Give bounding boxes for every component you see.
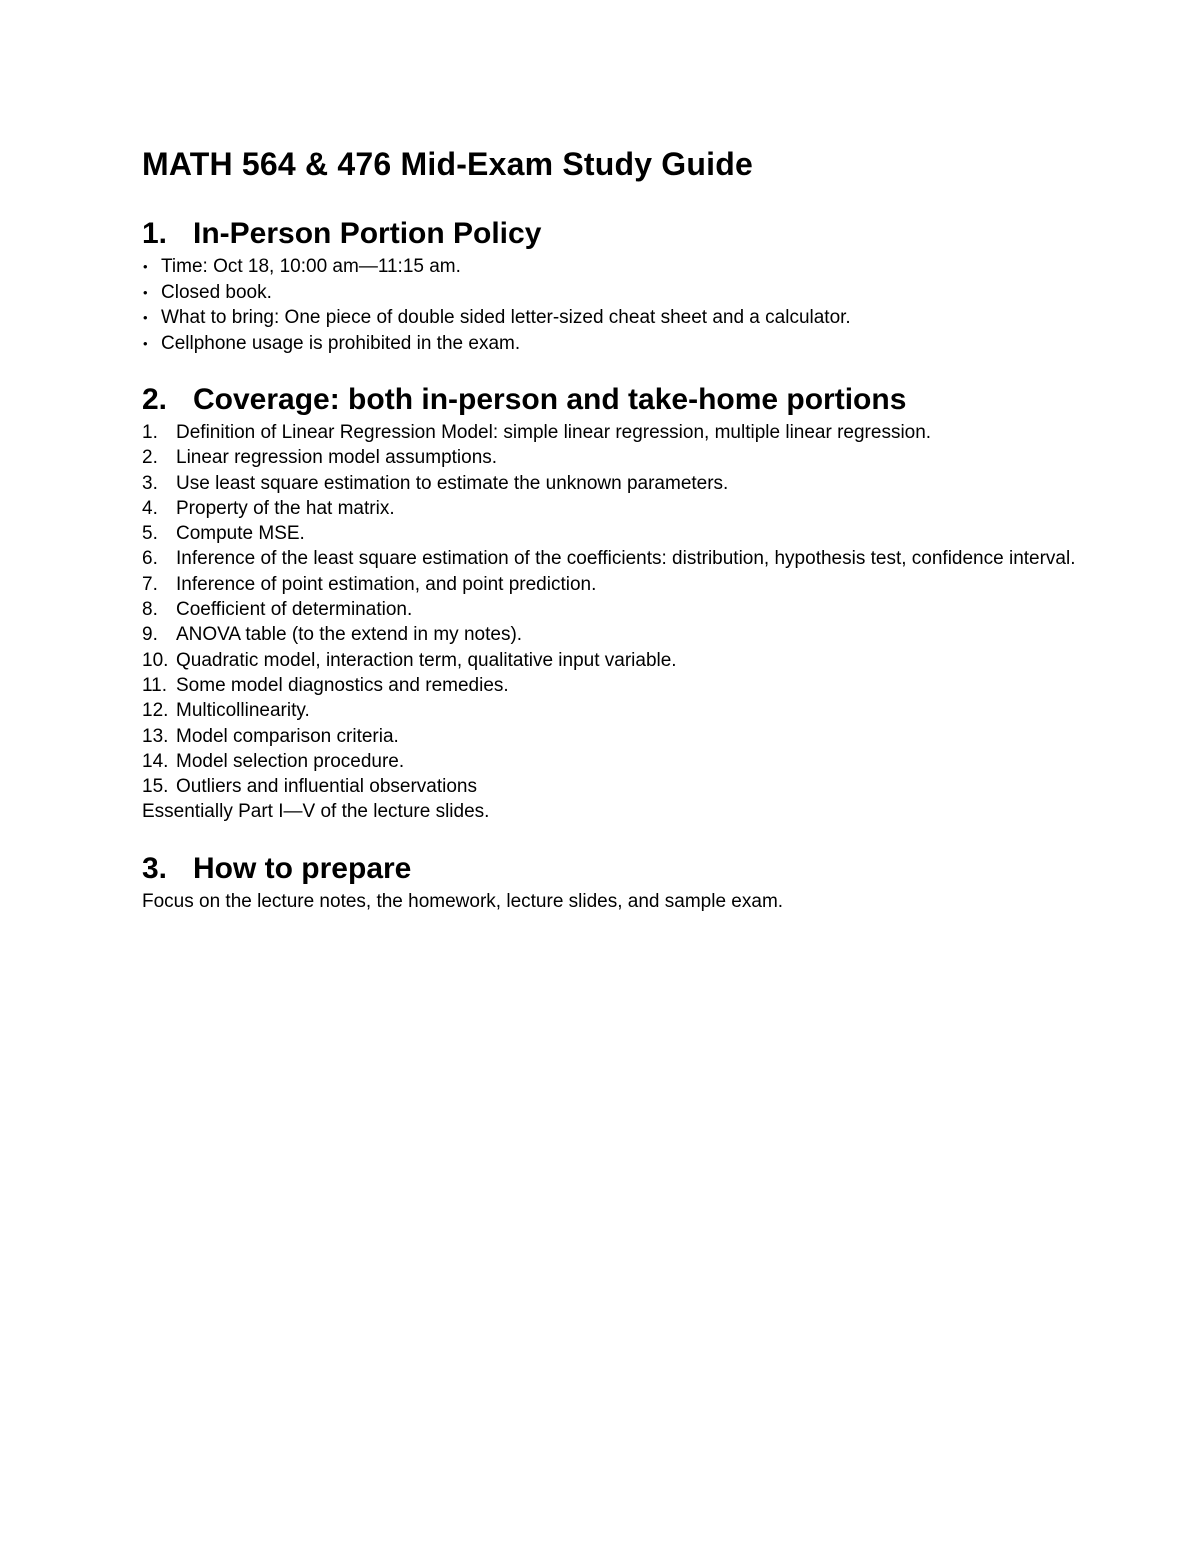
item-number: 13. — [142, 725, 169, 747]
document-page — [142, 140, 1142, 914]
bullet-icon: • — [143, 284, 148, 300]
list-item-text: Inference of the least square estimation of the coefficients: distribution, hypothesis test, confidence interval. — [176, 548, 1076, 570]
item-number: 2. — [142, 447, 158, 469]
list-item — [142, 546, 1142, 571]
list-item — [142, 280, 1142, 306]
section-heading-coverage — [142, 380, 1142, 420]
list-item-text: Multicollinearity. — [176, 700, 310, 722]
list-item-text: Model selection procedure. — [176, 750, 405, 772]
item-number: 11. — [142, 674, 168, 696]
list-item — [142, 749, 1142, 774]
item-number: 8. — [142, 599, 158, 621]
list-item — [142, 305, 1142, 331]
section-number: 3. — [142, 851, 168, 885]
list-item — [142, 622, 1142, 647]
list-item — [142, 496, 1142, 521]
document-title: MATH 564 & 476 Mid-Exam Study Guide — [142, 146, 753, 182]
item-number: 1. — [142, 422, 158, 443]
list-item — [142, 420, 1142, 445]
section-title: Coverage: both in-person and take-home portions — [193, 383, 907, 416]
list-item-text: Inference of point estimation, and point prediction. — [176, 573, 597, 595]
list-item-text: Property of the hat matrix. — [176, 497, 395, 519]
list-item — [142, 698, 1142, 723]
item-number: 4. — [142, 497, 158, 519]
list-item — [142, 724, 1142, 749]
item-number: 10. — [142, 649, 169, 671]
item-number: 12. — [142, 700, 169, 722]
section-title: How to prepare — [193, 851, 412, 885]
item-number: 7. — [142, 573, 158, 595]
list-item-text: Use least square estimation to estimate the unknown parameters. — [176, 472, 729, 494]
section-heading-prepare — [142, 849, 1142, 889]
list-item — [142, 254, 1142, 280]
list-item — [142, 648, 1142, 673]
section-title: In-Person Portion Policy — [193, 217, 542, 250]
list-item — [142, 572, 1142, 597]
list-item — [142, 471, 1142, 496]
prepare-text: Focus on the lecture notes, the homework, lecture slides, and sample exam. — [142, 890, 784, 912]
list-item-text: What to bring: One piece of double sided letter-sized cheat sheet and a calculator. — [161, 307, 851, 328]
list-item — [142, 521, 1142, 546]
section-number: 2. — [142, 383, 168, 416]
coverage-list — [142, 420, 1142, 799]
list-item — [142, 445, 1142, 470]
list-item — [142, 597, 1142, 622]
list-item — [142, 673, 1142, 698]
list-item-text: Compute MSE. — [176, 523, 305, 545]
list-item-text: Linear regression model assumptions. — [176, 447, 498, 469]
policy-list — [142, 254, 1142, 356]
list-item — [142, 774, 1142, 799]
list-item-text: Outliers and influential observations — [176, 776, 478, 798]
list-item-text: Quadratic model, interaction term, qualitative input variable. — [176, 649, 677, 671]
list-item-text: Model comparison criteria. — [176, 725, 399, 747]
bullet-icon: • — [143, 259, 148, 274]
list-item — [142, 331, 1142, 357]
list-item-text: Closed book. — [161, 281, 272, 303]
item-number: 6. — [142, 548, 158, 570]
item-number: 14. — [142, 750, 169, 772]
item-number: 5. — [142, 523, 158, 545]
bullet-icon: • — [143, 310, 148, 325]
list-item-text: Definition of Linear Regression Model: simple linear regression, multiple linear regression. — [176, 422, 932, 443]
list-item-text: Some model diagnostics and remedies. — [176, 674, 509, 696]
section-heading-policy — [142, 214, 1142, 254]
list-item-text: Coefficient of determination. — [176, 599, 413, 621]
coverage-note: Essentially Part I—V of the lecture slides. — [142, 801, 490, 823]
list-item-text: Time: Oct 18, 10:00 am—11:15 am. — [161, 256, 461, 277]
section-number: 1. — [142, 217, 168, 250]
list-item-text: Cellphone usage is prohibited in the exam. — [161, 332, 521, 354]
bullet-icon: • — [143, 335, 148, 351]
list-item-text: ANOVA table (to the extend in my notes). — [176, 624, 523, 646]
item-number: 3. — [142, 472, 158, 494]
item-number: 15. — [142, 776, 169, 798]
item-number: 9. — [142, 624, 158, 646]
